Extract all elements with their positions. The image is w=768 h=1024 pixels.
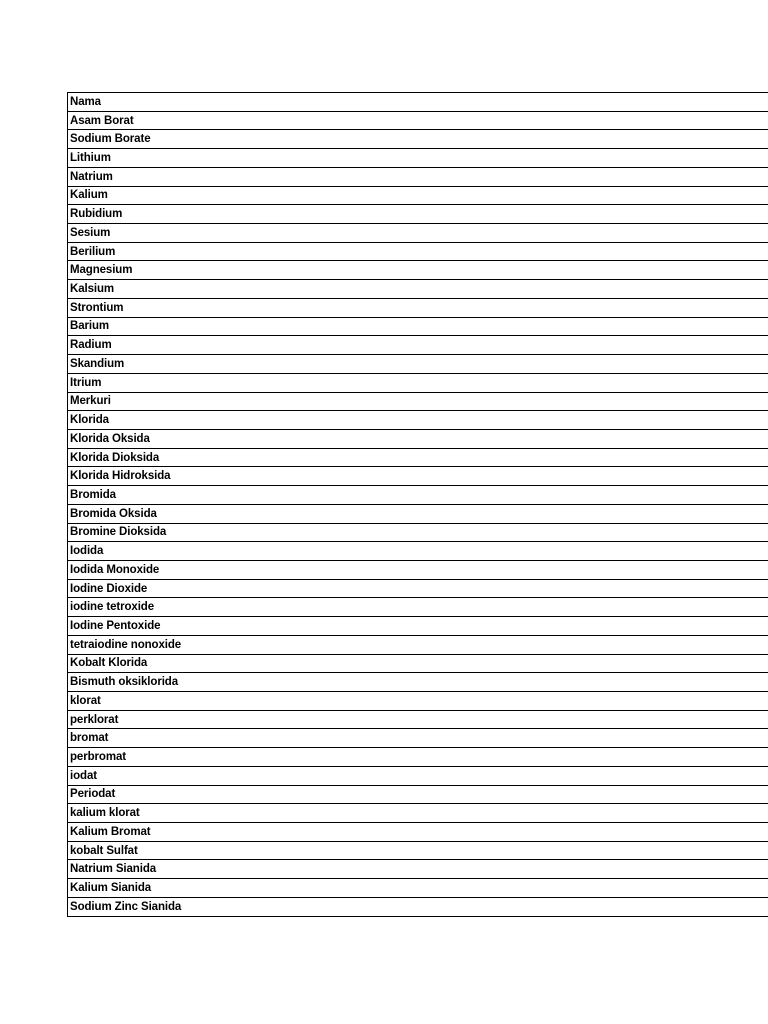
table-body — [68, 112, 768, 917]
table-row[interactable]: kobalt Sulfat — [68, 842, 768, 861]
table-row[interactable]: Asam Borat — [68, 112, 768, 131]
table-row[interactable]: Magnesium — [68, 261, 768, 280]
table-row[interactable]: Radium — [68, 336, 768, 355]
table-row[interactable]: Periodat — [68, 786, 768, 805]
table-row[interactable]: kalium klorat — [68, 804, 768, 823]
table-row[interactable]: Bromida — [68, 486, 768, 505]
table-row[interactable]: Klorida — [68, 411, 768, 430]
table-row[interactable]: iodat — [68, 767, 768, 786]
table-row[interactable]: Strontium — [68, 299, 768, 318]
table-row[interactable]: Merkuri — [68, 393, 768, 412]
table-row[interactable]: Klorida Oksida — [68, 430, 768, 449]
table-row[interactable]: bromat — [68, 729, 768, 748]
table-row[interactable]: tetraiodine nonoxide — [68, 636, 768, 655]
table-row[interactable]: Barium — [68, 318, 768, 337]
table-row[interactable]: Sodium Zinc Sianida — [68, 898, 768, 917]
table-row[interactable]: Skandium — [68, 355, 768, 374]
table-row[interactable]: Kobalt Klorida — [68, 655, 768, 674]
table-row[interactable]: Klorida Dioksida — [68, 449, 768, 468]
table-row[interactable]: Kalium — [68, 187, 768, 206]
table-row[interactable]: perklorat — [68, 711, 768, 730]
spreadsheet-table — [67, 92, 768, 917]
table-row[interactable]: Rubidium — [68, 205, 768, 224]
table-row[interactable]: Kalsium — [68, 280, 768, 299]
table-row[interactable]: Sesium — [68, 224, 768, 243]
table-row[interactable]: iodine tetroxide — [68, 598, 768, 617]
table-row[interactable]: perbromat — [68, 748, 768, 767]
table-row[interactable]: Bismuth oksiklorida — [68, 673, 768, 692]
table-header-cell[interactable]: Nama — [68, 93, 768, 112]
table-row[interactable]: Bromine Dioksida — [68, 524, 768, 543]
table-row[interactable]: Bromida Oksida — [68, 505, 768, 524]
table-row[interactable]: Klorida Hidroksida — [68, 467, 768, 486]
table-row[interactable]: Lithium — [68, 149, 768, 168]
table-row[interactable]: Iodida — [68, 542, 768, 561]
table-row[interactable]: Sodium Borate — [68, 130, 768, 149]
table-row[interactable]: klorat — [68, 692, 768, 711]
table-row[interactable]: Itrium — [68, 374, 768, 393]
table-row[interactable]: Kalium Bromat — [68, 823, 768, 842]
table-row[interactable]: Natrium Sianida — [68, 860, 768, 879]
table-row[interactable]: Natrium — [68, 168, 768, 187]
table-row[interactable]: Iodida Monoxide — [68, 561, 768, 580]
table-row[interactable]: Berilium — [68, 243, 768, 262]
table-row[interactable]: Kalium Sianida — [68, 879, 768, 898]
table-row[interactable]: Iodine Dioxide — [68, 580, 768, 599]
table-row[interactable]: Iodine Pentoxide — [68, 617, 768, 636]
